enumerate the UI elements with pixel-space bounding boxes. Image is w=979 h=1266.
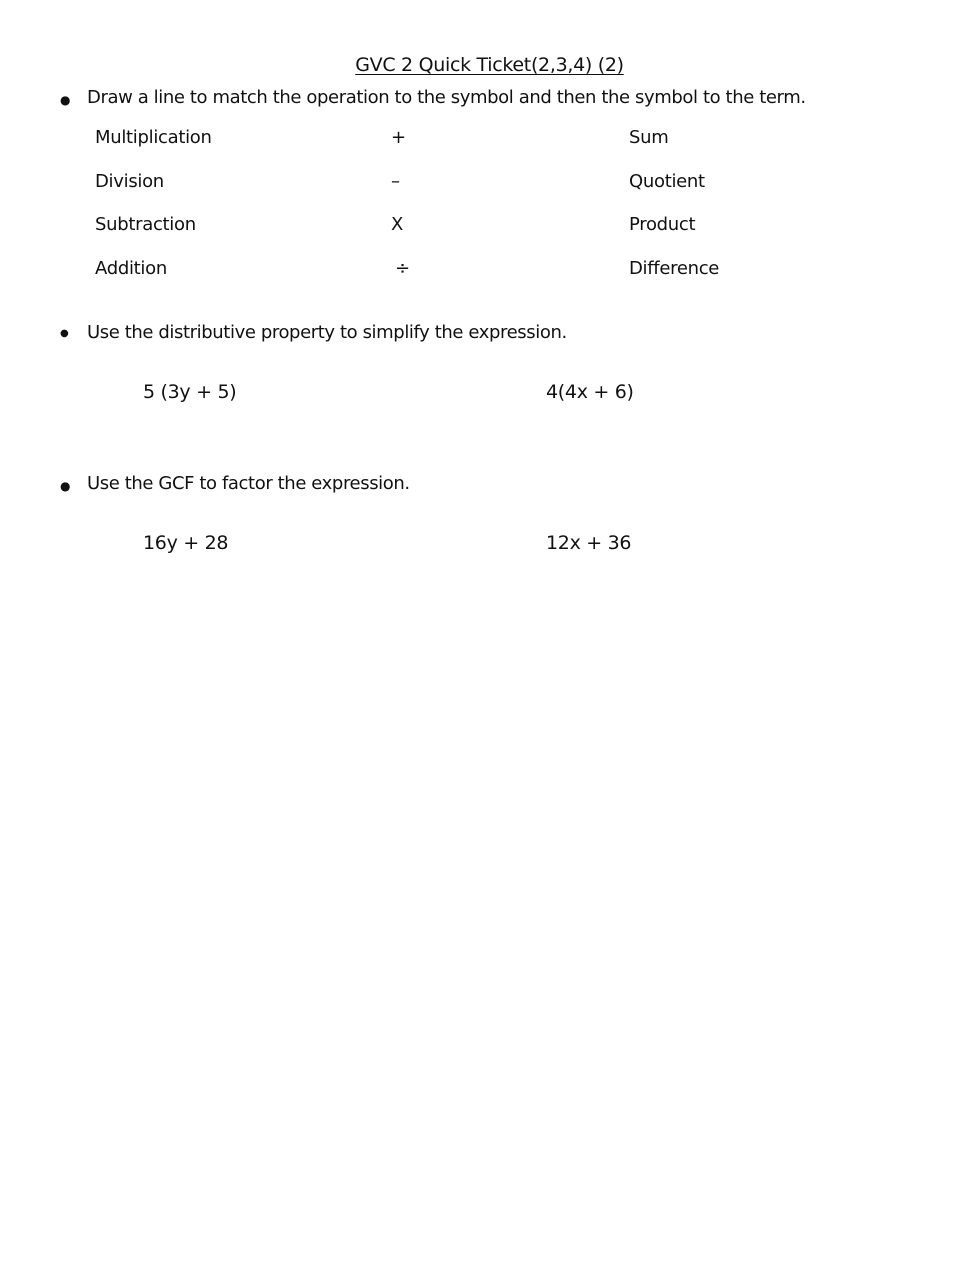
matching-row [0,258,979,286]
matching-row [0,127,979,155]
matching-row [0,171,979,199]
worksheet-title: GVC 2 Quick Ticket(2,3,4) (2) [355,54,624,76]
expression: 4(4x + 6) [546,381,634,403]
distributive-instruction: Use the distributive property to simplify the expression. [87,322,567,343]
bullet-point: ● [60,93,71,107]
operation-symbol: X [391,214,404,235]
operation-label: Division [95,171,164,192]
bullet-point: ● [60,479,71,493]
term-label: Product [629,214,696,235]
bullet-point: ● [60,328,69,339]
term-label: Sum [629,127,669,148]
term-label: Quotient [629,171,705,192]
operation-label: Subtraction [95,214,196,235]
matching-instruction: Draw a line to match the operation to the symbol and then the symbol to the term. [87,87,806,108]
operation-symbol: ÷ [395,258,410,279]
term-label: Difference [629,258,720,279]
gcf-instruction: Use the GCF to factor the expression. [87,473,410,494]
expression: 12x + 36 [546,532,632,554]
expression: 5 (3y + 5) [143,381,237,403]
matching-row [0,214,979,242]
operation-label: Addition [95,258,167,279]
operation-symbol: – [391,171,400,192]
operation-label: Multiplication [95,127,212,148]
expression: 16y + 28 [143,532,229,554]
operation-symbol: + [391,127,406,148]
